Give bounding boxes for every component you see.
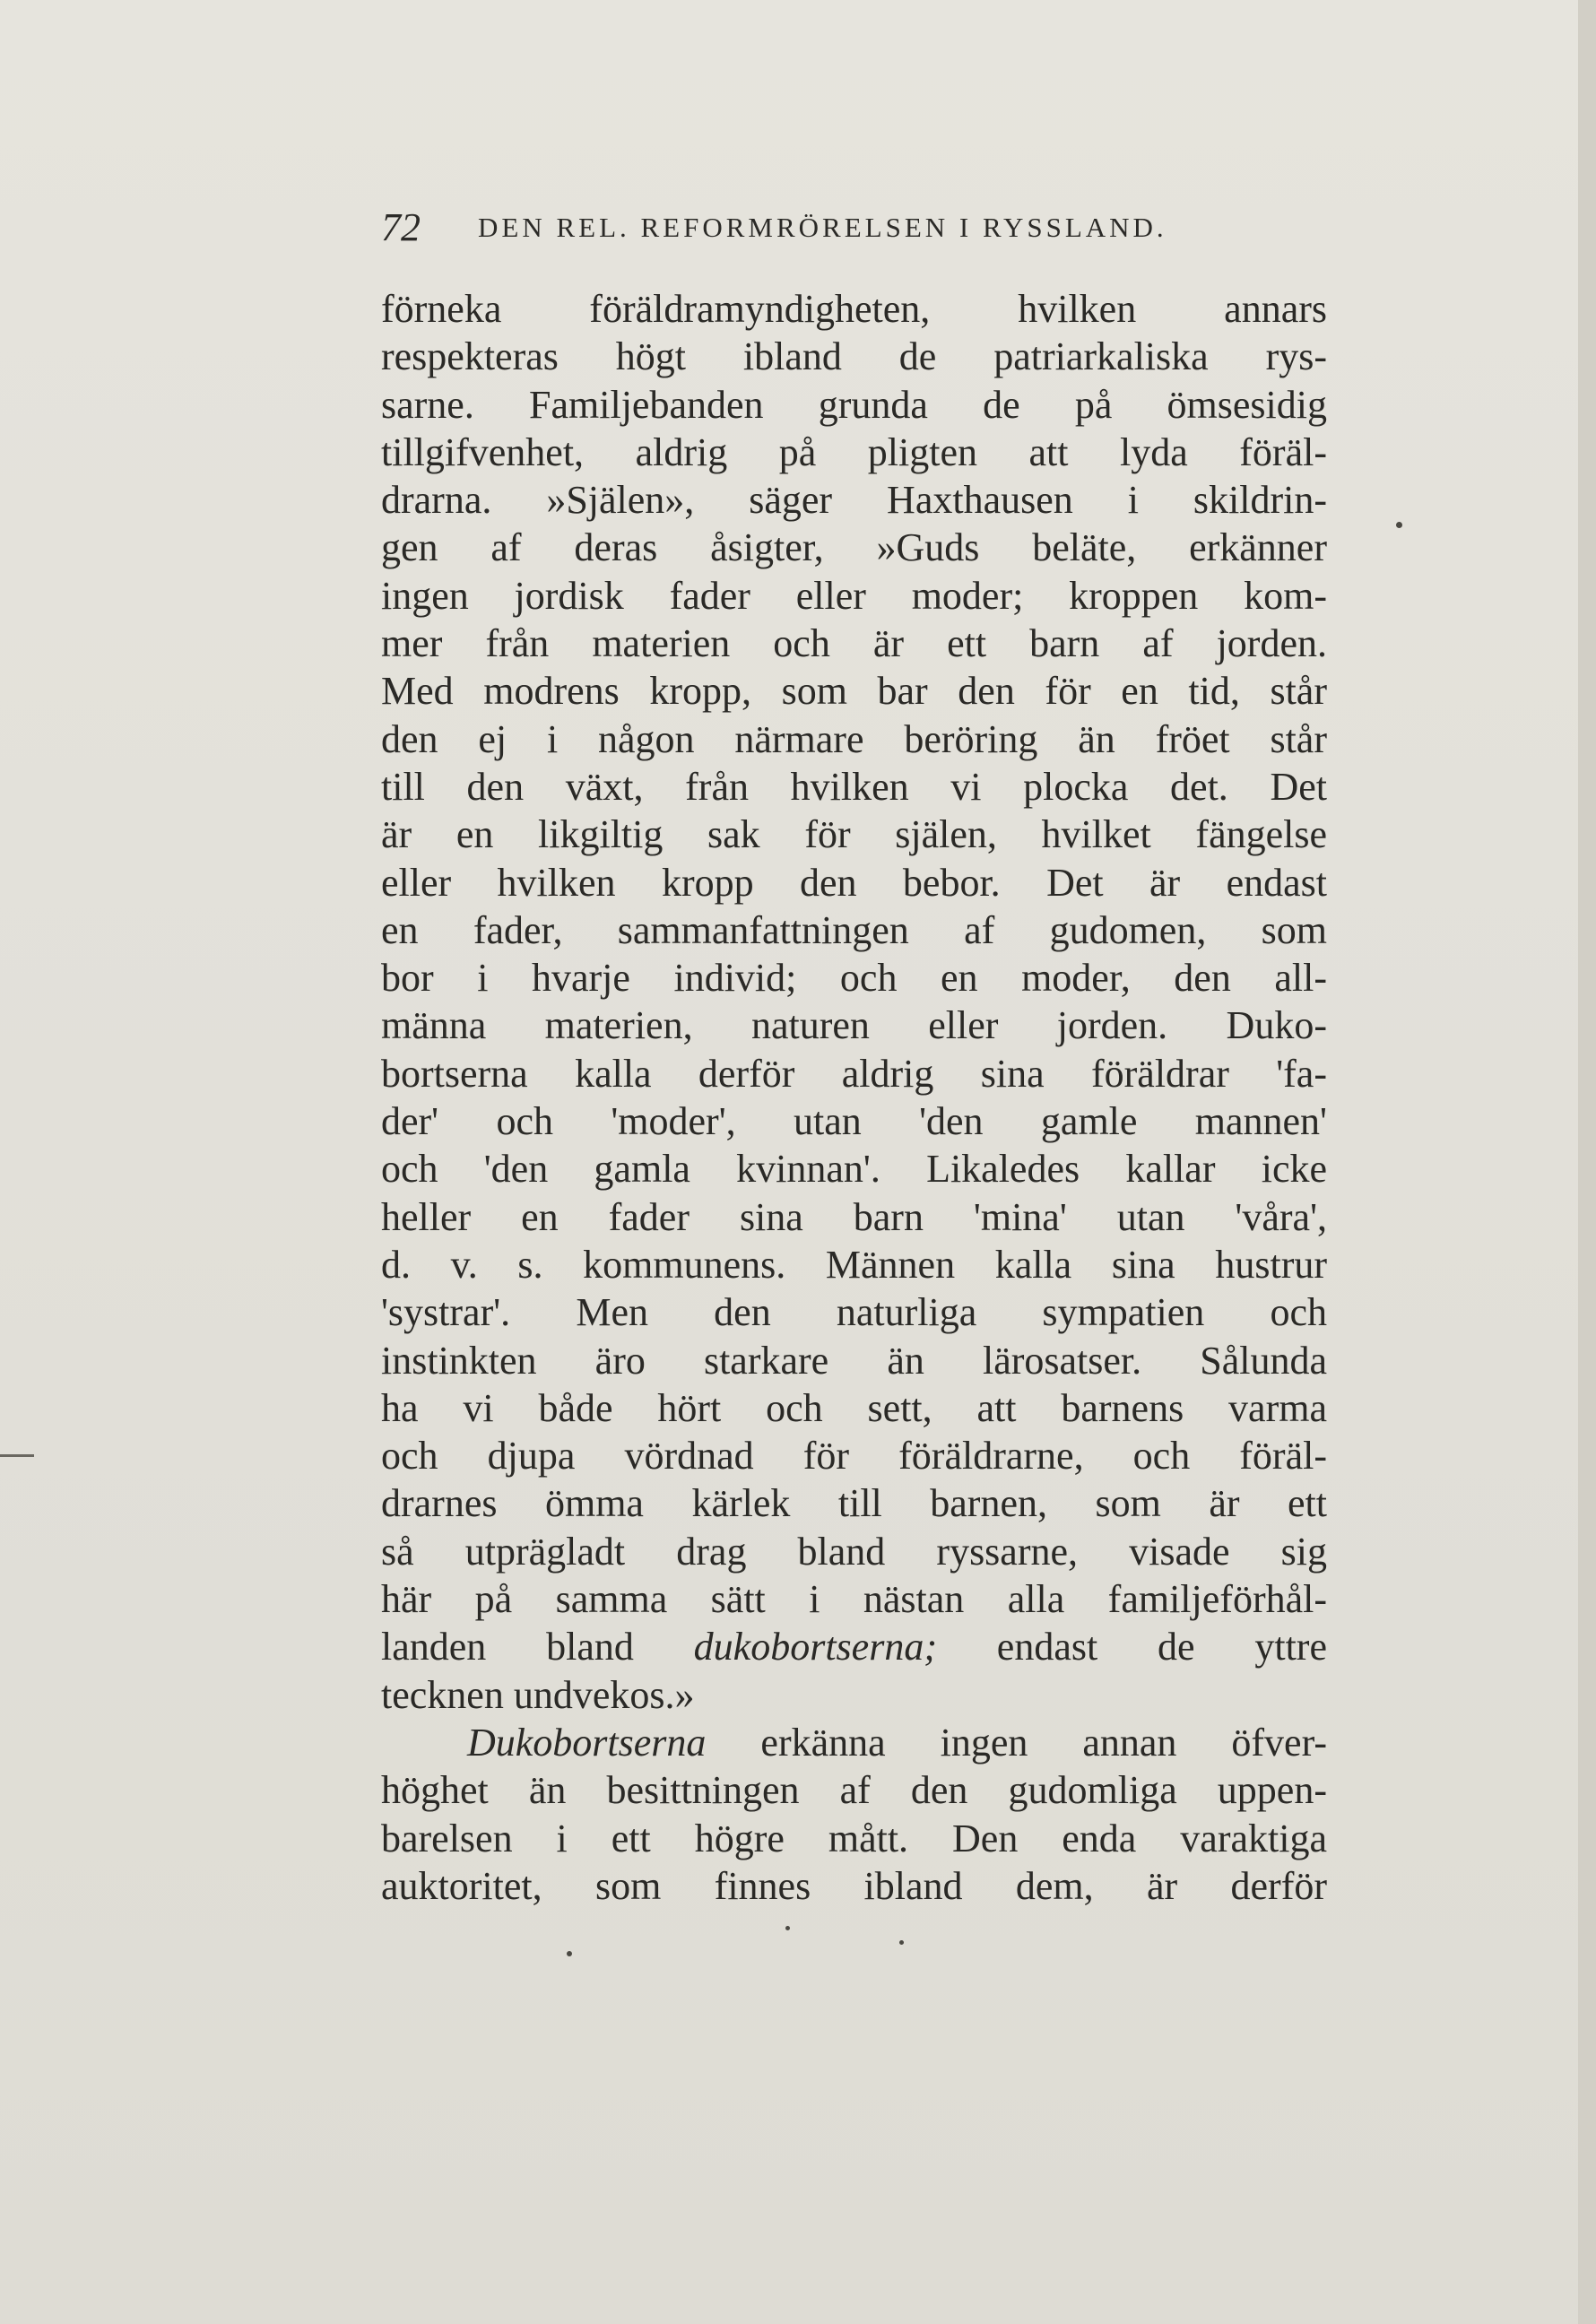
text-line: så utprägladt drag bland ryssarne, visade sig — [381, 1529, 1327, 1574]
text-line: barelsen i ett högre mått. Den enda varaktiga — [381, 1816, 1327, 1860]
text-line: den ej i någon närmare beröring än fröet står — [381, 716, 1327, 761]
text-line: är en likgiltig sak för själen, hvilket fängelse — [381, 812, 1327, 857]
text-line: gen af deras åsigter, »Guds beläte, erkänner — [381, 525, 1327, 570]
text-line: 'systrar'. Men den naturliga sympatien och — [381, 1290, 1327, 1335]
text-segment: endast de yttre — [936, 1625, 1327, 1669]
text-segment: erkänna ingen annan öfver- — [706, 1720, 1327, 1765]
italic-term: dukobortserna; — [693, 1625, 937, 1669]
text-line: instinkten äro starkare än lärosatser. Sålunda — [381, 1338, 1327, 1383]
text-segment: landen bland — [381, 1625, 694, 1669]
text-line: Med modrens kropp, som bar den för en tid, står — [381, 669, 1327, 714]
ink-speck — [899, 1940, 904, 1945]
ink-speck — [567, 1951, 572, 1956]
text-line: en fader, sammanfattningen af gudomen, som — [381, 907, 1327, 952]
text-line: här på samma sätt i nästan alla familjeförhål- — [381, 1577, 1327, 1622]
page-edge — [1578, 0, 1596, 2324]
text-line: bor i hvarje individ; och en moder, den all- — [381, 956, 1327, 1001]
text-line: männa materien, naturen eller jorden. Duko- — [381, 1003, 1327, 1048]
running-title: DEN REL. REFORMRÖRELSEN I RYSSLAND. — [478, 212, 1167, 243]
text-line: d. v. s. kommunens. Männen kalla sina hustrur — [381, 1242, 1327, 1287]
margin-rule-mark — [0, 1454, 34, 1457]
text-line: höghet än besittningen af den gudomliga uppen- — [381, 1768, 1327, 1813]
text-line: ha vi både hört och sett, att barnens varma — [381, 1385, 1327, 1430]
text-line: förneka föräldramyndigheten, hvilken annars — [381, 287, 1327, 331]
text-line: respekteras högt ibland de patriarkaliska rys- — [381, 334, 1327, 379]
text-line: bortserna kalla derför aldrig sina föräldrar 'fa- — [381, 1051, 1327, 1096]
text-line: der' och 'moder', utan 'den gamle mannen' — [381, 1099, 1327, 1144]
running-header — [381, 204, 1331, 255]
paragraph-start-line — [381, 1719, 1327, 1766]
text-line: tillgifvenhet, aldrig på pligten att lyda föräl- — [381, 429, 1327, 474]
text-line: sarne. Familjebanden grunda de på ömsesidig — [381, 382, 1327, 427]
text-line: auktoritet, som finnes ibland dem, är derför — [381, 1863, 1327, 1908]
text-line: drarnes ömma kärlek till barnen, som är ett — [381, 1481, 1327, 1526]
text-line: eller hvilken kropp den bebor. Det är endast — [381, 860, 1327, 905]
text-line: till den växt, från hvilken vi plocka det. Det — [381, 764, 1327, 809]
text-line: och 'den gamla kvinnan'. Likaledes kallar icke — [381, 1147, 1327, 1192]
text-line: mer från materien och är ett barn af jorden. — [381, 621, 1327, 666]
paragraph-end-line: tecknen undvekos.» — [381, 1672, 695, 1717]
italic-term: Dukobortserna — [467, 1720, 707, 1765]
ink-speck — [785, 1926, 790, 1930]
body-text — [381, 285, 1327, 1910]
text-line: heller en fader sina barn 'mina' utan 'våra', — [381, 1194, 1327, 1239]
text-line: ingen jordisk fader eller moder; kroppen kom- — [381, 573, 1327, 618]
text-line: drarna. »Själen», säger Haxthausen i skildrin- — [381, 478, 1327, 523]
ink-speck — [1396, 522, 1402, 528]
text-line: och djupa vördnad för föräldrarne, och föräl- — [381, 1434, 1327, 1479]
text-line — [381, 1623, 1327, 1670]
page-number: 72 — [381, 205, 421, 249]
